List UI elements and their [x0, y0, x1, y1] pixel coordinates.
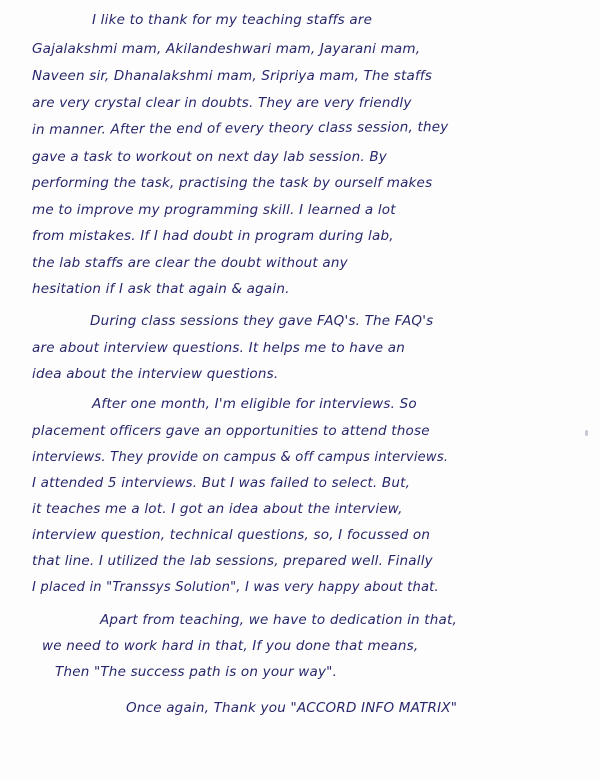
- letter-line: we need to work hard in that, If you done that means,: [42, 638, 419, 654]
- letter-line: the lab staffs are clear the doubt without any: [32, 255, 348, 271]
- letter-line: are about interview questions. It helps me to have an: [32, 340, 405, 356]
- letter-line: placement officers gave an opportunities to attend those: [32, 423, 430, 439]
- letter-line: performing the task, practising the task by ourself makes: [32, 175, 433, 191]
- letter-line: in manner. After the end of every theory class session, they: [31, 119, 449, 138]
- letter-line: interviews. They provide on campus & off campus interviews.: [32, 449, 449, 465]
- letter-line: gave a task to workout on next day lab session. By: [32, 149, 387, 165]
- ink-smudge: [585, 430, 588, 436]
- letter-line: are very crystal clear in doubts. They are very friendly: [32, 95, 412, 111]
- letter-closing-line: Once again, Thank you "ACCORD INFO MATRIX": [126, 700, 458, 716]
- letter-line: that line. I utilized the lab sessions, prepared well. Finally: [32, 553, 433, 569]
- letter-line: After one month, I'm eligible for interviews. So: [92, 396, 417, 412]
- letter-line: Naveen sir, Dhanalakshmi mam, Sripriya mam, The staffs: [32, 68, 433, 84]
- letter-line: I like to thank for my teaching staffs are: [92, 12, 373, 28]
- letter-line: interview question, technical questions, so, I focussed on: [32, 527, 431, 543]
- letter-line: During class sessions they gave FAQ's. The FAQ's: [90, 313, 434, 329]
- letter-line: Gajalakshmi mam, Akilandeshwari mam, Jayarani mam,: [32, 41, 421, 57]
- letter-line: I attended 5 interviews. But I was failed to select. But,: [32, 475, 411, 491]
- letter-line: I placed in "Transsys Solution", I was very happy about that.: [32, 579, 439, 595]
- letter-line: from mistakes. If I had doubt in program during lab,: [32, 228, 394, 244]
- letter-line: hesitation if I ask that again & again.: [32, 281, 290, 297]
- letter-line: idea about the interview questions.: [32, 366, 279, 382]
- letter-line: Then "The success path is on your way".: [55, 664, 338, 680]
- letter-line: it teaches me a lot. I got an idea about the interview,: [32, 501, 403, 517]
- letter-line: Apart from teaching, we have to dedication in that,: [100, 612, 457, 628]
- letter-line: me to improve my programming skill. I learned a lot: [32, 202, 396, 218]
